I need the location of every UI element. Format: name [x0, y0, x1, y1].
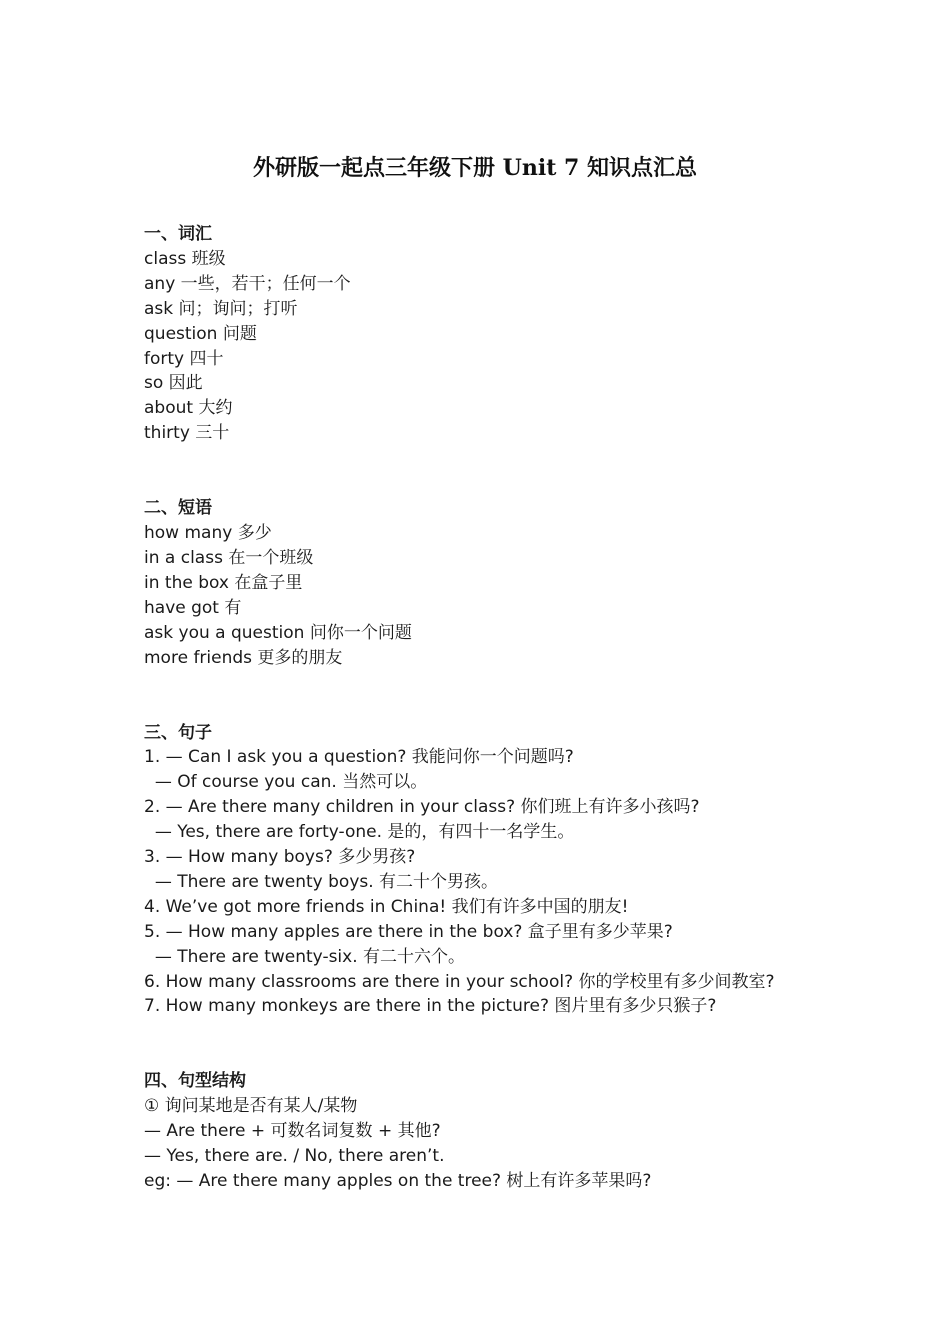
- sentence-line: — There are twenty-six. 有二十六个。: [144, 946, 466, 967]
- phrase-line: more friends 更多的朋友: [144, 647, 343, 668]
- pattern-line: — Yes, there are. / No, there aren’t.: [144, 1146, 445, 1167]
- vocab-line: thirty 三十: [144, 423, 230, 444]
- vocab-line: question 问题: [144, 323, 257, 344]
- document-body: [144, 222, 814, 1244]
- vocab-line: class 班级: [144, 248, 226, 269]
- phrase-line: ask you a question 问你一个问题: [144, 622, 412, 643]
- section-heading: 二、短语: [144, 498, 212, 519]
- vocab-line: ask 问；询问；打听: [144, 298, 298, 319]
- vocab-line: so 因此: [144, 373, 203, 394]
- section-sentence-patterns: [144, 1069, 814, 1194]
- section-phrases: [144, 496, 814, 670]
- pattern-line: ① 询问某地是否有某人/某物: [144, 1096, 358, 1117]
- sentence-line: 1. — Can I ask you a question? 我能问你一个问题吗?: [144, 747, 574, 768]
- vocab-line: forty 四十: [144, 348, 224, 369]
- sentence-line: — Yes, there are forty-one. 是的，有四十一名学生。: [144, 822, 575, 843]
- sentence-line: 7. How many monkeys are there in the picture? 图片里有多少只猴子?: [144, 996, 717, 1017]
- phrase-line: how many 多少: [144, 523, 272, 544]
- page-title: 外研版一起点三年级下册 Unit 7 知识点汇总: [253, 155, 697, 181]
- phrase-line: in the box 在盒子里: [144, 572, 303, 593]
- pattern-line: — Are there + 可数名词复数 + 其他?: [144, 1121, 441, 1142]
- sentence-line: 6. How many classrooms are there in your school? 你的学校里有多少间教室?: [144, 971, 775, 992]
- section-heading: 一、词汇: [144, 224, 212, 244]
- sentence-line: — There are twenty boys. 有二十个男孩。: [144, 871, 499, 892]
- section-heading: 四、句型结构: [144, 1071, 246, 1092]
- sentence-line: 4. We’ve got more friends in China! 我们有许多中国的朋友!: [144, 896, 629, 917]
- sentence-line: 5. — How many apples are there in the box? 盒子里有多少苹果?: [144, 921, 673, 942]
- sentence-line: 2. — Are there many children in your class? 你们班上有许多小孩吗?: [144, 797, 700, 818]
- section-sentences: [144, 721, 814, 1020]
- section-vocabulary: [144, 222, 814, 446]
- phrase-line: in a class 在一个班级: [144, 547, 314, 568]
- vocab-line: about 大约: [144, 398, 233, 419]
- sentence-line: 3. — How many boys? 多少男孩?: [144, 847, 416, 868]
- section-heading: 三、句子: [144, 722, 212, 743]
- phrase-line: have got 有: [144, 597, 242, 618]
- vocab-line: any 一些，若干；任何一个: [144, 273, 351, 294]
- sentence-line: — Of course you can. 当然可以。: [144, 772, 428, 793]
- pattern-line: eg: — Are there many apples on the tree? 树上有许多苹果吗?: [144, 1171, 652, 1191]
